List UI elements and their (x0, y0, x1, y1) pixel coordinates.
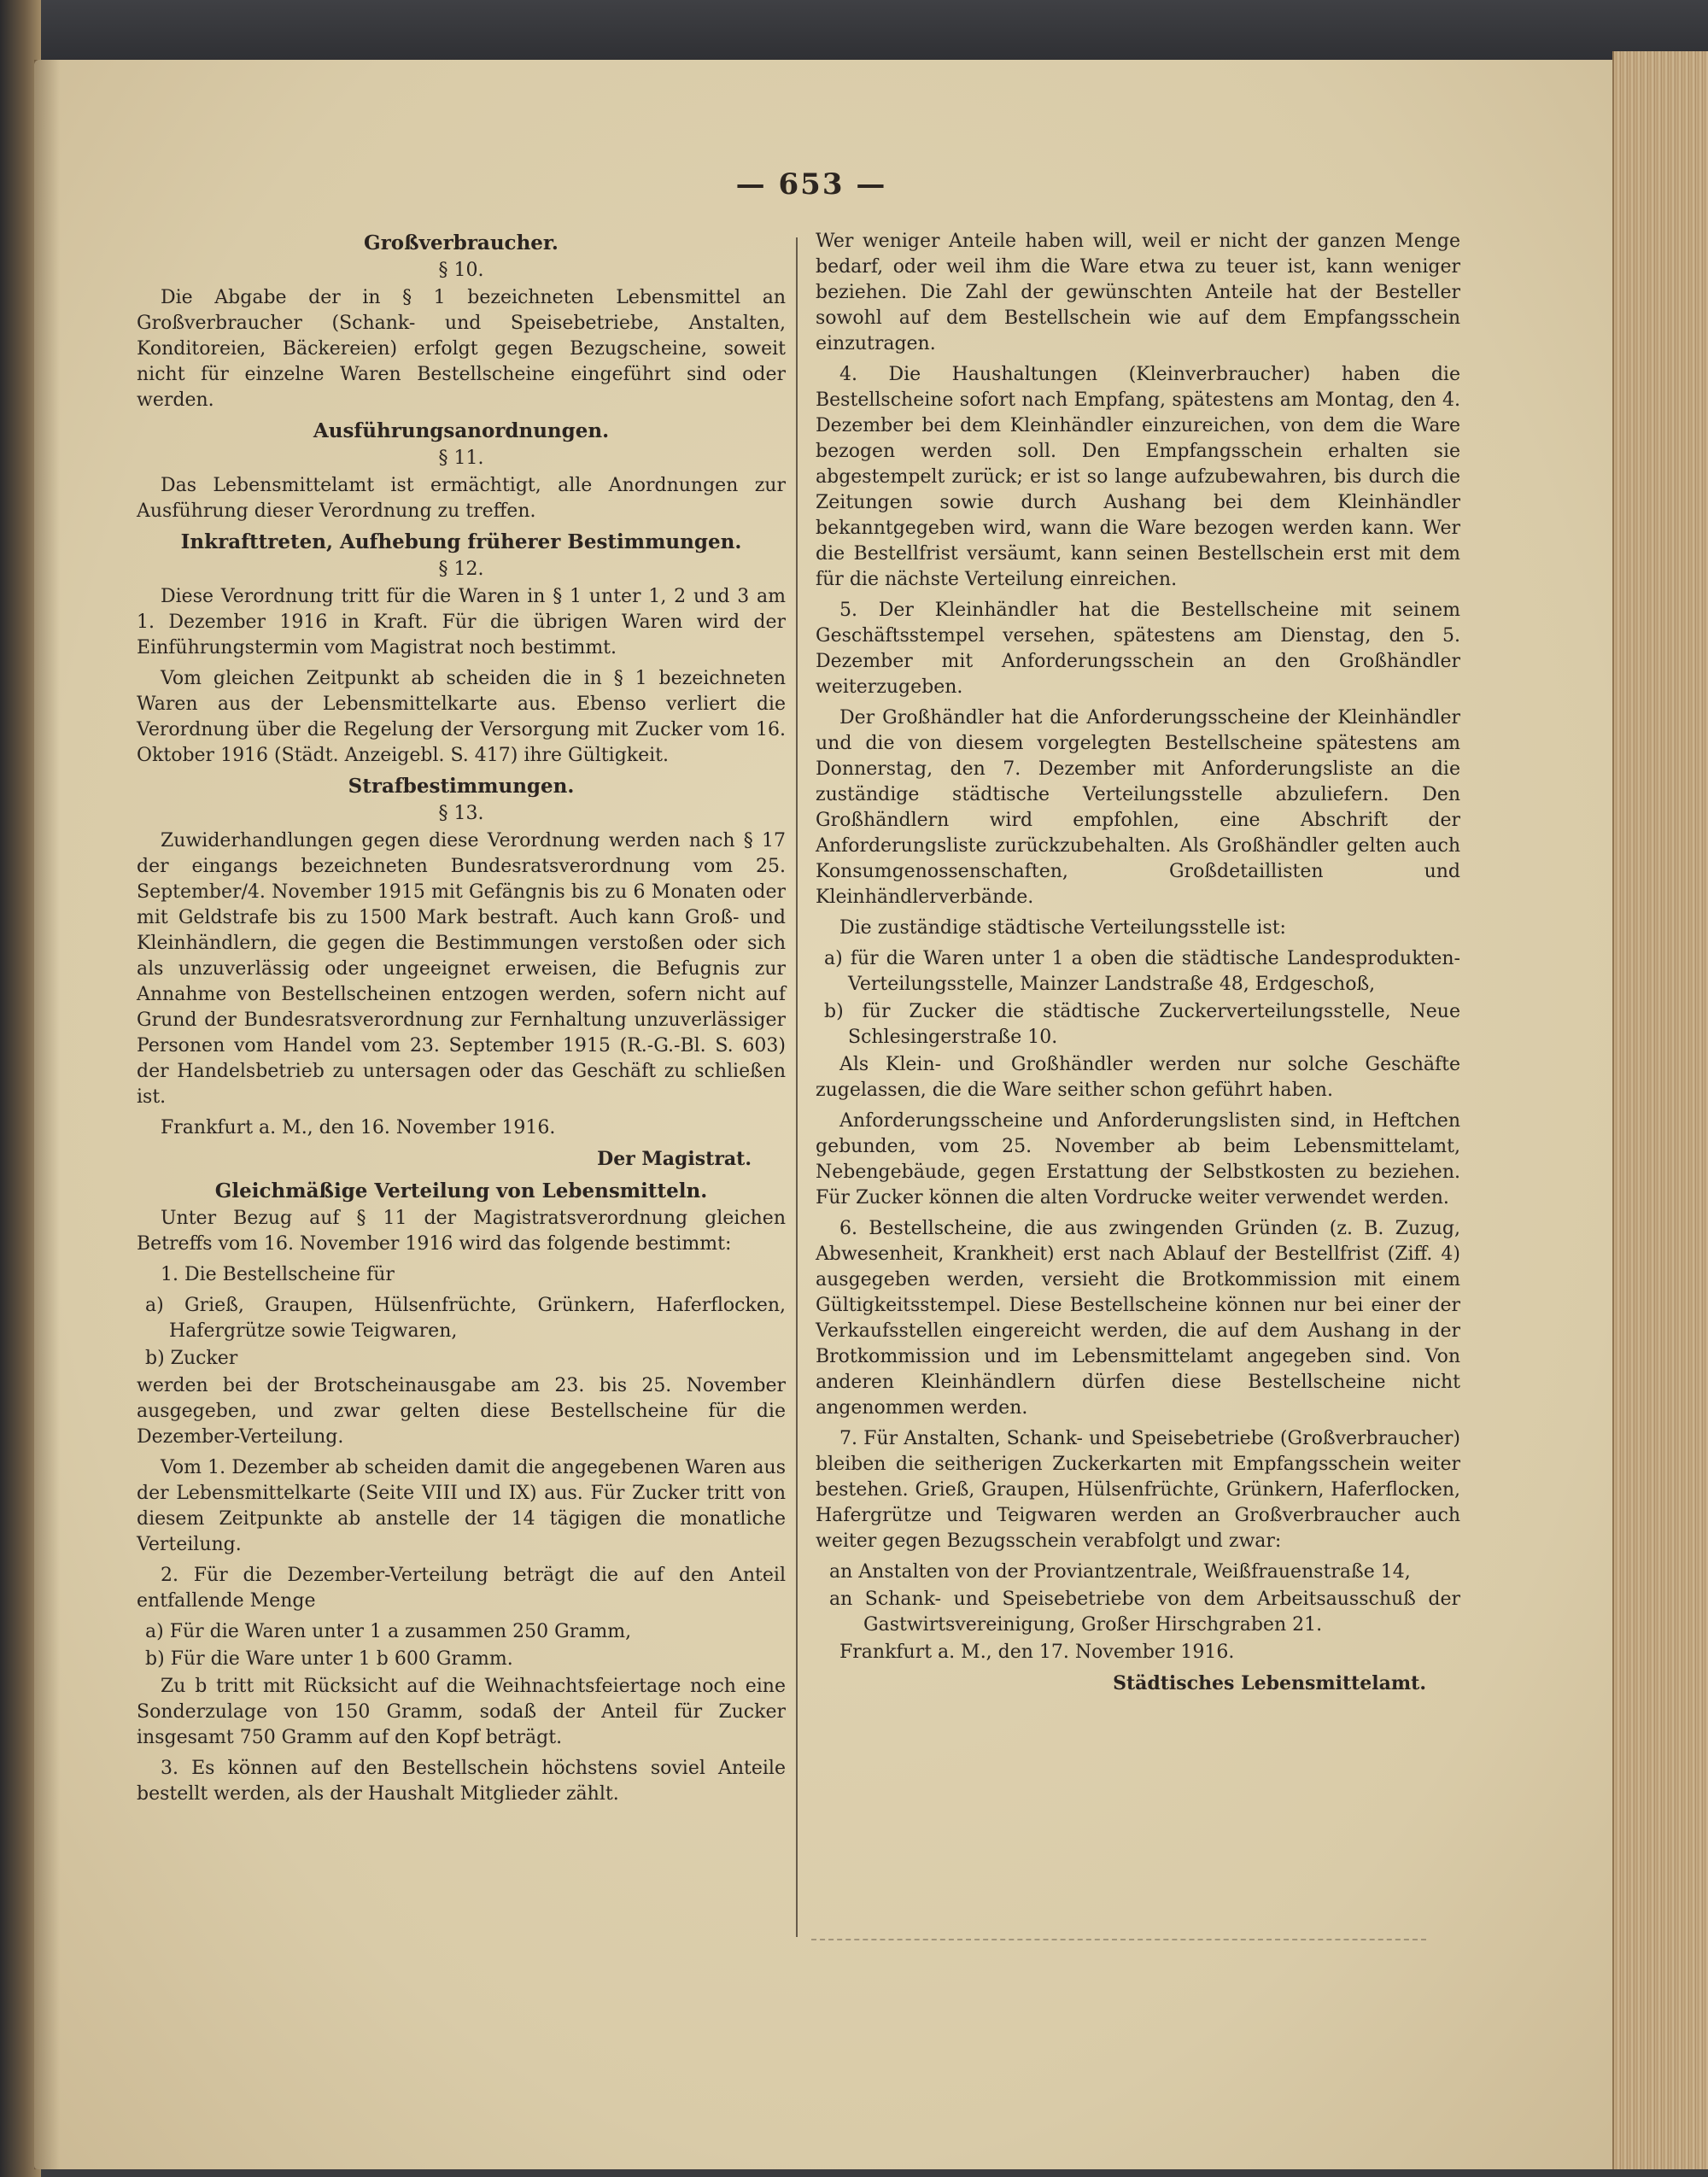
page-edges (1612, 51, 1708, 2169)
section-12-text-b: Vom gleichen Zeitpunkt ab scheiden die in § 1 bezeichneten Waren aus der Lebensmittelkarte aus. Ebenso verliert die Verordnung über die Regelung der Versorgung mit Zucker vom 16. Oktober 1916 (Städt. Anzeigebl. S. 417) ihre Gültigkeit. (137, 668, 786, 766)
item-1: 1. Die Bestellscheine für (161, 1264, 395, 1285)
item-5-text-e: Anforderungsscheine und Anforderungslisten sind, in Heftchen gebunden, vom 25. November ab beim Lebensmittelamt, Nebengebäude, gegen Erstattung der Selbstkosten zu beziehen. Für Zucker können die alten Vordrucke weiter verwendet werden. (816, 1110, 1460, 1208)
section-13-mark: § 13. (438, 803, 484, 824)
heading-grossverbraucher: Großverbraucher. (364, 231, 559, 255)
right-column (816, 229, 1460, 1703)
signature-lebensmittelamt: Städtisches Lebensmittelamt. (1113, 1672, 1426, 1694)
item-2-text-b: Zu b tritt mit Rücksicht auf die Weihnachtsfeiertage noch eine Sonderzulage von 150 Gramm, sodaß der Anteil für Zucker insgesamt 750 Gramm auf den Kopf beträgt. (137, 1676, 786, 1748)
item-1-text: werden bei der Brotscheinausgabe am 23. bis 25. November ausgegeben, und zwar gelten diese Bestellscheine für die Dezember-Verteilung. (137, 1375, 786, 1448)
heading-gleichmaessige-verteilung: Gleichmäßige Verteilung von Lebensmitteln. (214, 1179, 708, 1203)
heading-ausfuehrung: Ausführungsanordnungen. (313, 419, 610, 442)
signature-magistrat: Der Magistrat. (597, 1148, 752, 1170)
item-5-text-c: Die zuständige städtische Verteilungsstelle ist: (839, 917, 1286, 939)
item-1-text-b: Vom 1. Dezember ab scheiden damit die angegebenen Waren aus der Lebensmittelkarte (Seite VIII und IX) aus. Für Zucker tritt von diesem Zeitpunkte ab anstelle der 14 tägigen die monatliche Verteilung. (137, 1457, 786, 1555)
section-11-mark: § 11. (438, 448, 484, 469)
item-5-text-d: Als Klein- und Großhändler werden nur solche Geschäfte zugelassen, die die Ware seither schon geführt haben. (816, 1054, 1460, 1101)
section-10-text: Die Abgabe der in § 1 bezeichneten Lebensmittel an Großverbraucher (Schank- und Speisebetriebe, Anstalten, Konditoreien, Bäckereien) erfolgt gegen Bezugscheine, soweit nicht für einzelne Waren Bestellscheine eingeführt sind oder werden. (137, 287, 786, 411)
place-date-2: Frankfurt a. M., den 17. November 1916. (839, 1642, 1235, 1663)
page-number: — 653 — (735, 167, 887, 202)
place-date-1: Frankfurt a. M., den 16. November 1916. (161, 1117, 556, 1138)
item-3-continued: Wer weniger Anteile haben will, weil er nicht der ganzen Menge bedarf, oder weil ihm die Ware etwa zu teuer ist, kann weniger beziehen. Die Zahl der gewünschten Anteile hat der Besteller sowohl auf dem Bestellschein wie auf dem Empfangsschein einzutragen. (816, 231, 1460, 354)
item-5b: b) für Zucker die städtische Zuckerverteilungsstelle, Neue Schlesingerstraße 10. (824, 1001, 1460, 1048)
item-7a: an Anstalten von der Proviantzentrale, Weißfrauenstraße 14, (829, 1561, 1411, 1583)
item-3: 3. Es können auf den Bestellschein höchstens soviel Anteile bestellt werden, als der Haushalt Mitglieder zählt. (137, 1758, 786, 1805)
item-7b: an Schank- und Speisebetriebe von dem Arbeitsausschuß der Gastwirtsvereinigung, Großer Hirschgraben 21. (829, 1589, 1460, 1636)
item-1a: a) Grieß, Graupen, Hülsenfrüchte, Grünkern, Haferflocken, Hafergrütze sowie Teigwaren, (145, 1295, 786, 1342)
item-5: 5. Der Kleinhändler hat die Bestellscheine mit seinem Geschäftsstempel versehen, spätestens am Dienstag, den 5. Dezember mit Anforderungsschein an den Großhändler weiterzugeben. (816, 600, 1460, 698)
item-2b: b) Für die Ware unter 1 b 600 Gramm. (145, 1648, 513, 1670)
heading-inkrafttreten: Inkrafttreten, Aufhebung früherer Bestimmungen. (180, 530, 742, 553)
item-2: 2. Für die Dezember-Verteilung beträgt die auf den Anteil entfallende Menge (137, 1565, 786, 1612)
bottom-rule (811, 1939, 1426, 1940)
item-2a: a) Für die Waren unter 1 a zusammen 250 Gramm, (145, 1621, 632, 1642)
intro-text: Unter Bezug auf § 11 der Magistratsverordnung gleichen Betreffs vom 16. November 1916 wird das folgende bestimmt: (137, 1208, 786, 1255)
section-13-text: Zuwiderhandlungen gegen diese Verordnung werden nach § 17 der eingangs bezeichneten Bundesratsverordnung vom 25. September/4. November 1915 mit Gefängnis bis zu 6 Monaten oder mit Geldstrafe bis zu 1500 Mark bestraft. Auch kann Groß- und Kleinhändlern, die gegen die Bestimmungen verstoßen oder sich als unzuverlässig oder ungeeignet erweisen, die Befugnis zur Annahme von Bestellscheinen entzogen werden, sofern nicht auf Grund der Bundesratsverordnung zur Fernhaltung unzuverlässiger Personen vom Handel vom 23. September 1915 (R.-G.-Bl. S. 603) der Handelsbetrieb zu untersagen oder das Geschäft zu schließen ist. (137, 830, 786, 1108)
section-12-mark: § 12. (438, 559, 484, 580)
heading-strafbestimmungen: Strafbestimmungen. (348, 775, 575, 798)
section-11-text: Das Lebensmittelamt ist ermächtigt, alle Anordnungen zur Ausführung dieser Verordnung zu treffen. (137, 475, 786, 522)
item-5-text-b: Der Großhändler hat die Anforderungsscheine der Kleinhändler und die von diesem vorgelegten Bestellscheine spätestens am Donnerstag, den 7. Dezember mit Anforderungsliste an die zuständige städtische Verteilungsstelle abzuliefern. Den Großhändlern wird empfohlen, eine Abschrift der Anforderungsliste zurückzubehalten. Als Großhändler gelten auch Konsumgenossenschaften, Großdetaillisten und Kleinhändlerverbände. (816, 707, 1460, 908)
item-4: 4. Die Haushaltungen (Kleinverbraucher) haben die Bestellscheine sofort nach Empfang, spätestens am Montag, den 4. Dezember bei dem Kleinhändler einzureichen, von dem die Ware bezogen werden soll. Den Empfangsschein erhalten sie abgestempelt zurück; er ist so lange aufzubewahren, bis durch die Zeitungen sowie durch Aushang bei dem Kleinhändler bekanntgegeben wird, wann die Ware bezogen werden kann. Wer die Bestellfrist versäumt, kann seinen Bestellschein erst mit dem für die nächste Verteilung einreichen. (816, 364, 1460, 590)
item-1b: b) Zucker (145, 1348, 238, 1369)
item-7: 7. Für Anstalten, Schank- und Speisebetriebe (Großverbraucher) bleiben die seitherigen Zuckerkarten mit Empfangsschein weiter bestehen. Grieß, Graupen, Hülsenfrüchte, Grünkern, Haferflocken, Hafergrütze und Teigwaren werden an Großverbraucher auch weiter gegen Bezugsschein verabfolgt und zwar: (816, 1428, 1460, 1552)
item-5a: a) für die Waren unter 1 a oben die städtische Landesprodukten-Verteilungsstelle, Mainzer Landstraße 48, Erdgeschoß, (824, 948, 1460, 995)
section-12-text-a: Diese Verordnung tritt für die Waren in § 1 unter 1, 2 und 3 am 1. Dezember 1916 in Kraft. Für die übrigen Waren wird der Einführungstermin vom Magistrat noch bestimmt. (137, 586, 786, 658)
item-6: 6. Bestellscheine, die aus zwingenden Gründen (z. B. Zuzug, Abwesenheit, Krankheit) erst nach Ablauf der Bestellfrist (Ziff. 4) ausgegeben werden, versieht die Brotkommission mit einem Gültigkeitsstempel. Diese Bestellscheine können nur bei einer der Verkaufsstellen eingereicht werden, die auf dem Aushang in der Brotkommission und im Lebensmittelamt angegeben sind. Von anderen Kleinhändlern dürfen diese Bestellscheine nicht angenommen werden. (816, 1218, 1460, 1419)
section-10-mark: § 10. (438, 260, 484, 281)
book-cover-top (0, 0, 1708, 64)
left-column (137, 229, 786, 1812)
column-divider (796, 237, 798, 1937)
gutter-shadow (34, 60, 60, 2169)
